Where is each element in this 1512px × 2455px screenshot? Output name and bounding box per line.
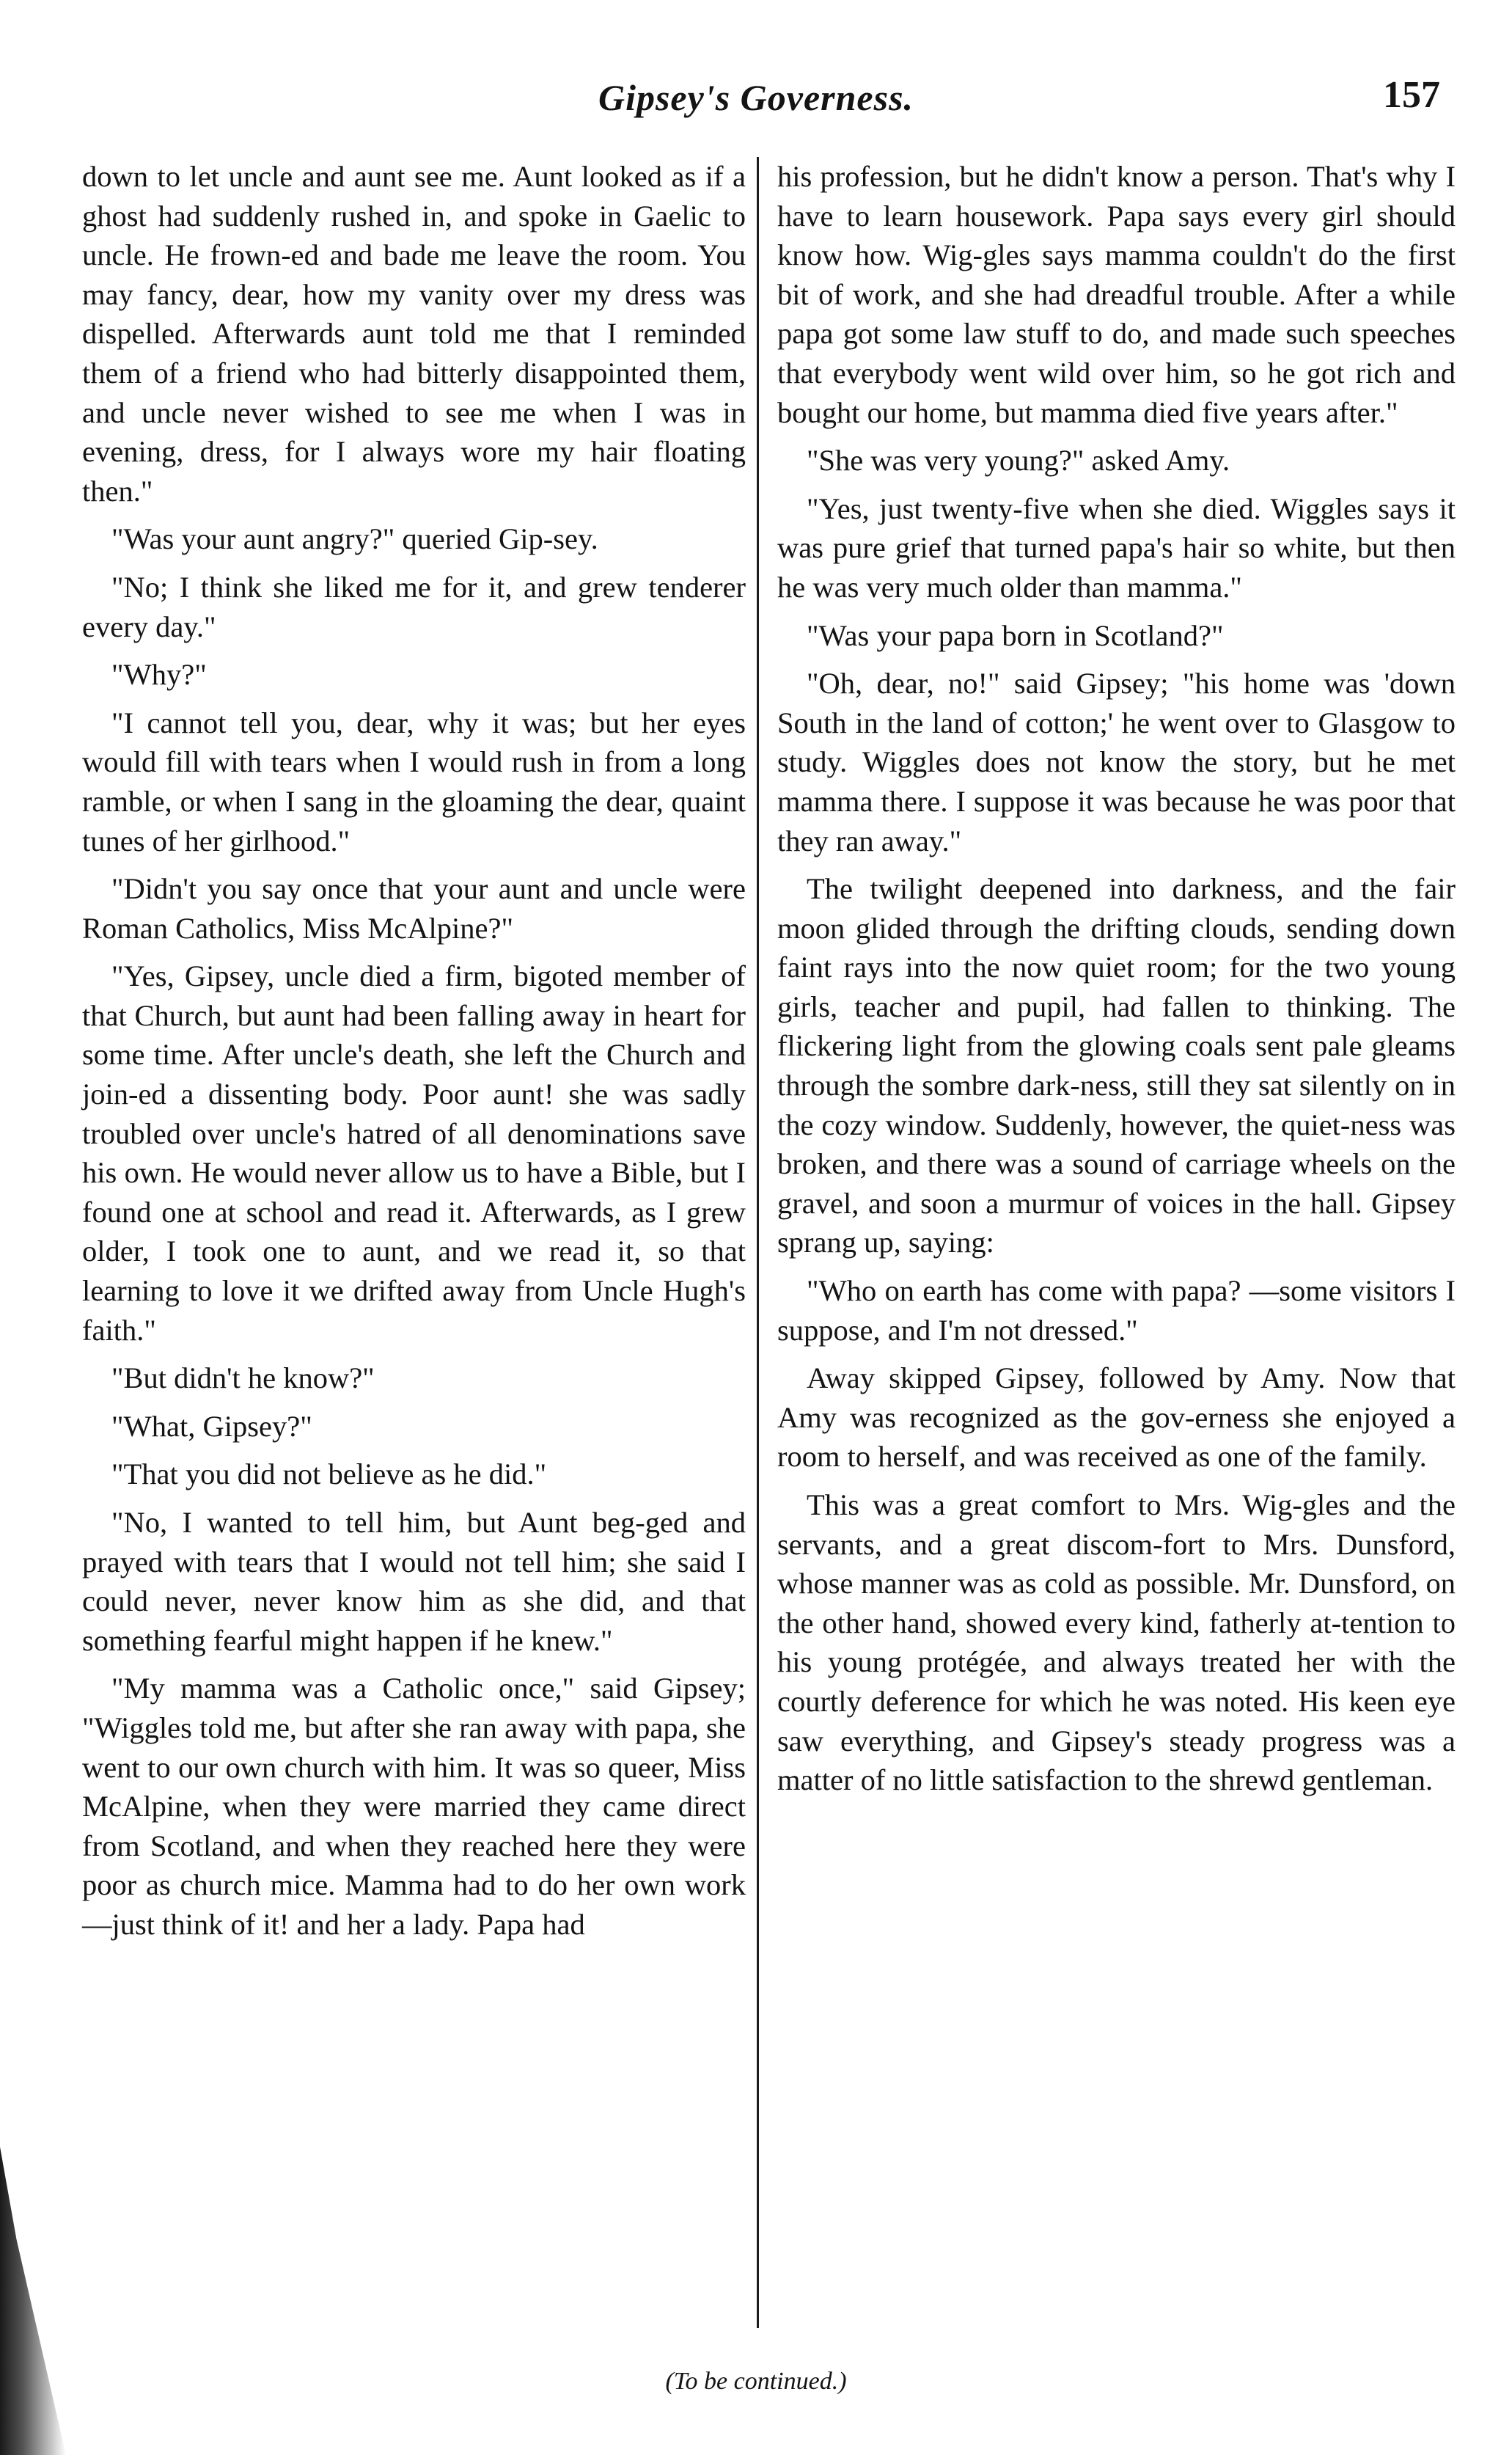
paragraph: "Yes, just twenty-five when she died. Wiggles says it was pure grief that turned papa's hair so white, but then he was very much older than mamma." — [777, 491, 1456, 604]
page-number: 157 — [1383, 74, 1440, 116]
page-edge-shadow — [0, 2147, 66, 2455]
paragraph: "Why?" — [111, 658, 207, 692]
paragraph: "No, I wanted to tell him, but Aunt beg-ged and prayed with tears that I would not tell him; she said I could never, never know him as she did, and that something fearful might happen if he knew." — [82, 1506, 746, 1657]
column-divider — [757, 157, 759, 2328]
paragraph: "Yes, Gipsey, uncle died a firm, bigoted member of that Church, but aunt had been falling away in heart for some time. After uncle's death, she left the Church and join-ed a dissenting body. Poor aunt! she was sadly troubled over uncle's hatred of all denominations save his own. He would never allow us to have a Bible, but I found one at school and read it. Afterwards, as I grew older, I took one to aunt, and we read it, so that learning to love it we drifted away from Uncle Hugh's faith." — [82, 959, 746, 1347]
paragraph: "My mamma was a Catholic once," said Gipsey; "Wiggles told me, but after she ran away with papa, she went to our own church with him. It was so queer, Miss McAlpine, when they were married they came direct from Scotland, and when they reached here they were poor as church mice. Mamma had to do her own work—just think of it! and her a lady. Papa had — [82, 1672, 746, 1941]
paragraph: "Was your papa born in Scotland?" — [807, 618, 1224, 652]
left-column — [82, 157, 746, 1953]
continued-note: (To be continued.) — [665, 2368, 847, 2395]
right-column — [777, 157, 1456, 1809]
paragraph: "Who on earth has come with papa? —some visitors I suppose, and I'm not dressed." — [777, 1274, 1456, 1347]
paragraph: "She was very young?" asked Amy. — [807, 444, 1230, 478]
paragraph: "I cannot tell you, dear, why it was; but her eyes would fill with tears when I would rush in from a long ramble, or when I sang in the gloaming the dear, quaint tunes of her girlhood." — [82, 706, 746, 857]
paragraph: his profession, but he didn't know a person. That's why I have to learn housework. Papa says every girl should know how. Wig-gles says mamma couldn't do the first bit of work, and she had dreadful trouble. After a while papa got some law stuff to do, and made such speeches that everybody went wild over him, so he got rich and bought our home, but mamma died five years after." — [777, 160, 1456, 429]
paragraph: "No; I think she liked me for it, and grew tenderer every day." — [82, 570, 746, 643]
paragraph: This was a great comfort to Mrs. Wig-gles and the servants, and a great discom-fort to Mrs. Dunsford, whose manner was as cold as possible. Mr. Dunsford, on the other hand, showed every kind, fatherly at-tention to his young protégée, and always treated her with the courtly deference for which he was noted. His keen eye saw everything, and Gipsey's steady progress was a matter of no little satisfaction to the shrewd gentleman. — [777, 1488, 1456, 1797]
paragraph: The twilight deepened into darkness, and the fair moon glided through the drifting clouds, sending down faint rays into the now quiet room; for the two young girls, teacher and pupil, had fallen to thinking. The flickering light from the glowing coals sent pale gleams through the sombre dark-ness, still they sat silently on in the cozy window. Suddenly, however, the quiet-ness was broken, and there was a sound of carriage wheels on the gravel, and soon a murmur of voices in the hall. Gipsey sprang up, saying: — [777, 872, 1456, 1259]
paragraph: "Was your aunt angry?" queried Gip-sey. — [111, 522, 598, 556]
paragraph: Away skipped Gipsey, followed by Amy. Now that Amy was recognized as the gov-erness she enjoyed a room to herself, and was received as one of the family. — [777, 1361, 1456, 1474]
paragraph: "That you did not believe as he did." — [111, 1457, 547, 1491]
paragraph: down to let uncle and aunt see me. Aunt looked as if a ghost had suddenly rushed in, and spoke in Gaelic to uncle. He frown-ed and bade me leave the room. You may fancy, dear, how my vanity over my dress was dispelled. Afterwards aunt told me that I reminded them of a friend who had bitterly disappointed them, and uncle never wished to see me when I was in evening, dress, for I always wore my hair floating then." — [82, 160, 746, 508]
paragraph: "Didn't you say once that your aunt and uncle were Roman Catholics, Miss McAlpine?" — [82, 872, 746, 945]
paragraph: "What, Gipsey?" — [111, 1409, 312, 1443]
paragraph: "Oh, dear, no!" said Gipsey; "his home was 'down South in the land of cotton;' he went over to Glasgow to study. Wiggles does not know the story, but he met mamma there. I suppose it was because he was poor that they ran away." — [777, 667, 1456, 857]
running-title: Gipsey's Governess. — [598, 77, 914, 118]
paragraph: "But didn't he know?" — [111, 1361, 375, 1395]
